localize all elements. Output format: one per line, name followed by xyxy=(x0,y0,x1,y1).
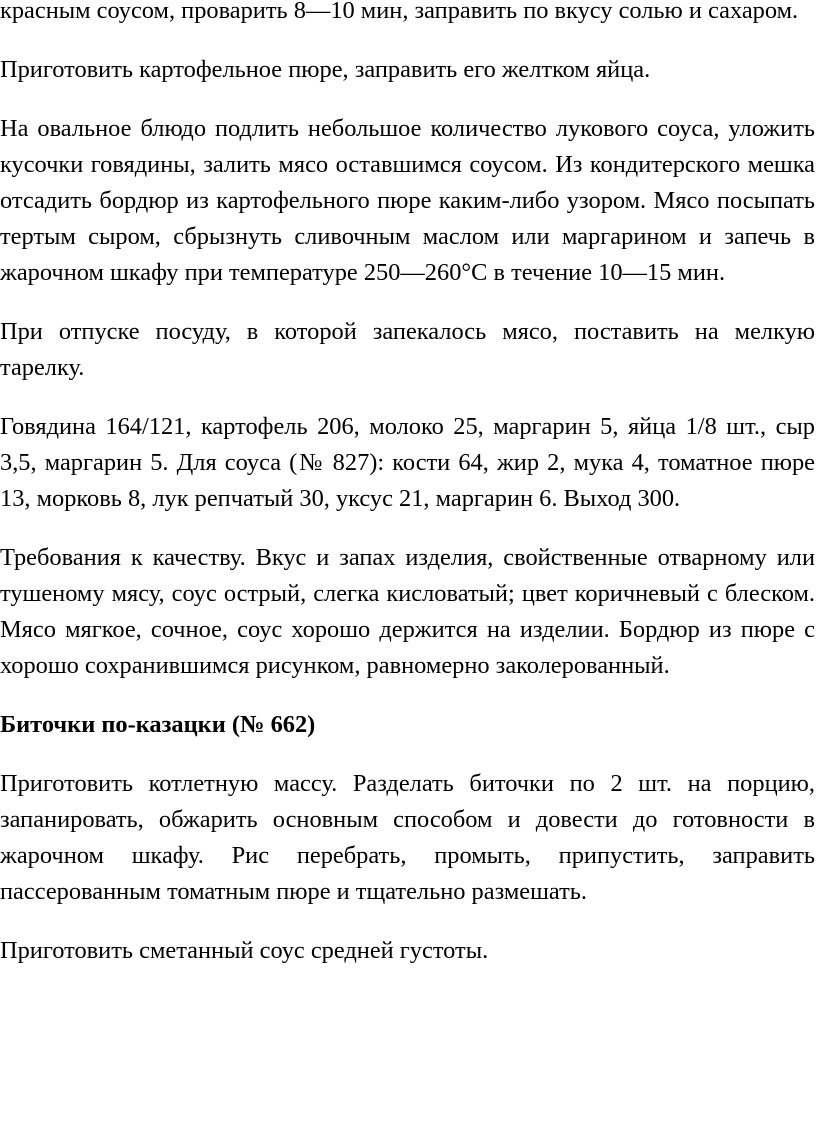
paragraph-mashed-potatoes: Приготовить картофельное пюре, заправить его желтком яйца. xyxy=(0,56,651,83)
paragraph-cutlet-preparation: Приготовить котлетную массу. Разделать биточки по 2 шт. на порцию, запанировать, обжарить основным способом и довести до готовности в жарочном шкафу. Рис перебрать, промыть, припустить, заправить пассерованным томатным пюре и тщательно размешать. xyxy=(0,770,815,905)
section-heading: Биточки по-казацки (№ 662) xyxy=(0,711,316,738)
paragraph-serving: При отпуске посуду, в которой запекалось мясо, поставить на мелкую тарелку. xyxy=(0,318,815,381)
paragraph-quality-requirements: Требования к качеству. Вкус и запах изделия, свойственные отварному или тушеному мясу, соус острый, слегка кисловатый; цвет коричневый с блеском. Мясо мягкое, сочное, соус хорошо держится на изделии. Бордюр из пюре с хорошо сохранившимся рисунком, равномерно заколерованный. xyxy=(0,544,815,679)
paragraph-ingredients: Говядина 164/121, картофель 206, молоко 25, маргарин 5, яйца 1/8 шт., сыр 3,5, маргарин 5. Для соуса (№ 827): кости 64, жир 2, мука 4, томатное пюре 13, морковь 8, лук репчатый 30, уксус 21, маргарин 6. Выход 300. xyxy=(0,413,815,512)
paragraph-sauce-finish: красным соусом, проварить 8—10 мин, заправить по вкусу солью и сахаром. xyxy=(0,0,799,24)
paragraph-sour-cream-sauce: Приготовить сметанный соус средней густоты. xyxy=(0,937,489,964)
paragraph-plating: На овальное блюдо подлить небольшое количество лукового соуса, уложить кусочки говядины, залить мясо оставшимся соусом. Из кондитерского мешка отсадить бордюр из картофельного пюре каким-либо узором. Мясо посыпать тертым сыром, сбрызнуть сливочным маслом или маргарином и запечь в жарочном шкафу при температуре 250—260°С в течение 10—15 мин. xyxy=(0,115,815,286)
